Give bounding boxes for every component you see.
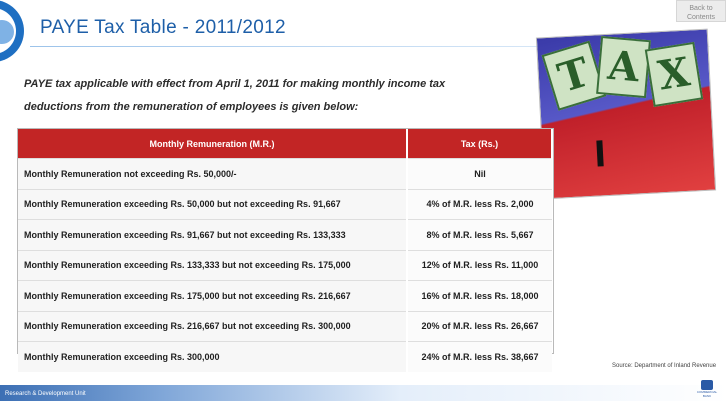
header-tax: Tax (Rs.) [407,129,552,159]
table-row [18,189,552,220]
cell-remuneration: Monthly Remuneration exceeding Rs. 175,000 but not exceeding Rs. 216,667 [18,281,407,312]
bank-logo-text: COMMERCIAL BANK [696,390,718,398]
tax-illustration [536,29,716,200]
table-row [18,311,552,342]
footer-bar [0,385,728,401]
cell-tax: Nil [407,159,552,190]
cell-tax: 20% of M.R. less Rs. 26,667 [407,311,552,342]
table-row [18,159,552,190]
footer-unit-label: Research & Development Unit [5,391,86,397]
source-note: Source: Department of Inland Revenue [612,363,717,369]
cell-tax: 4% of M.R. less Rs. 2,000 [407,189,552,220]
table-header-row [18,129,552,159]
intro-text [24,73,474,119]
tax-letter-a: A [596,36,651,98]
cell-remuneration: Monthly Remuneration exceeding Rs. 133,333 but not exceeding Rs. 175,000 [18,250,407,281]
table-row [18,281,552,312]
cell-tax: 8% of M.R. less Rs. 5,667 [407,220,552,251]
intro-line-1: PAYE tax applicable with effect from April 1, 2011 for making monthly income tax [24,78,446,90]
back-label-line2: Contents [686,14,716,21]
header-remuneration: Monthly Remuneration (M.R.) [18,129,407,159]
page-title: PAYE Tax Table - 2011/2012 [40,17,286,38]
cell-tax: 12% of M.R. less Rs. 11,000 [407,250,552,281]
table-row [18,220,552,251]
intro-line-2: deductions from the remuneration of employees is given below: [24,101,359,113]
cell-remuneration: Monthly Remuneration exceeding Rs. 50,000 but not exceeding Rs. 91,667 [18,189,407,220]
tax-letter-x: X [645,42,703,107]
paye-table [17,128,554,362]
cell-remuneration: Monthly Remuneration exceeding Rs. 91,667 but not exceeding Rs. 133,333 [18,220,407,251]
back-to-contents-button[interactable] [676,0,726,22]
table-row [18,250,552,281]
bank-logo-icon [701,380,713,390]
cell-tax: 24% of M.R. less Rs. 38,667 [407,342,552,372]
bank-logo [694,380,720,398]
tax-letter-t: T [542,41,607,111]
cell-remuneration: Monthly Remuneration exceeding Rs. 216,667 but not exceeding Rs. 300,000 [18,311,407,342]
cell-remuneration: Monthly Remuneration not exceeding Rs. 50,000/- [18,159,407,190]
cell-tax: 16% of M.R. less Rs. 18,000 [407,281,552,312]
back-label-line1: Back to [689,5,713,12]
person-figure [596,140,603,166]
paye-table-grid [18,129,553,372]
table-row [18,342,552,372]
cell-remuneration: Monthly Remuneration exceeding Rs. 300,000 [18,342,407,372]
